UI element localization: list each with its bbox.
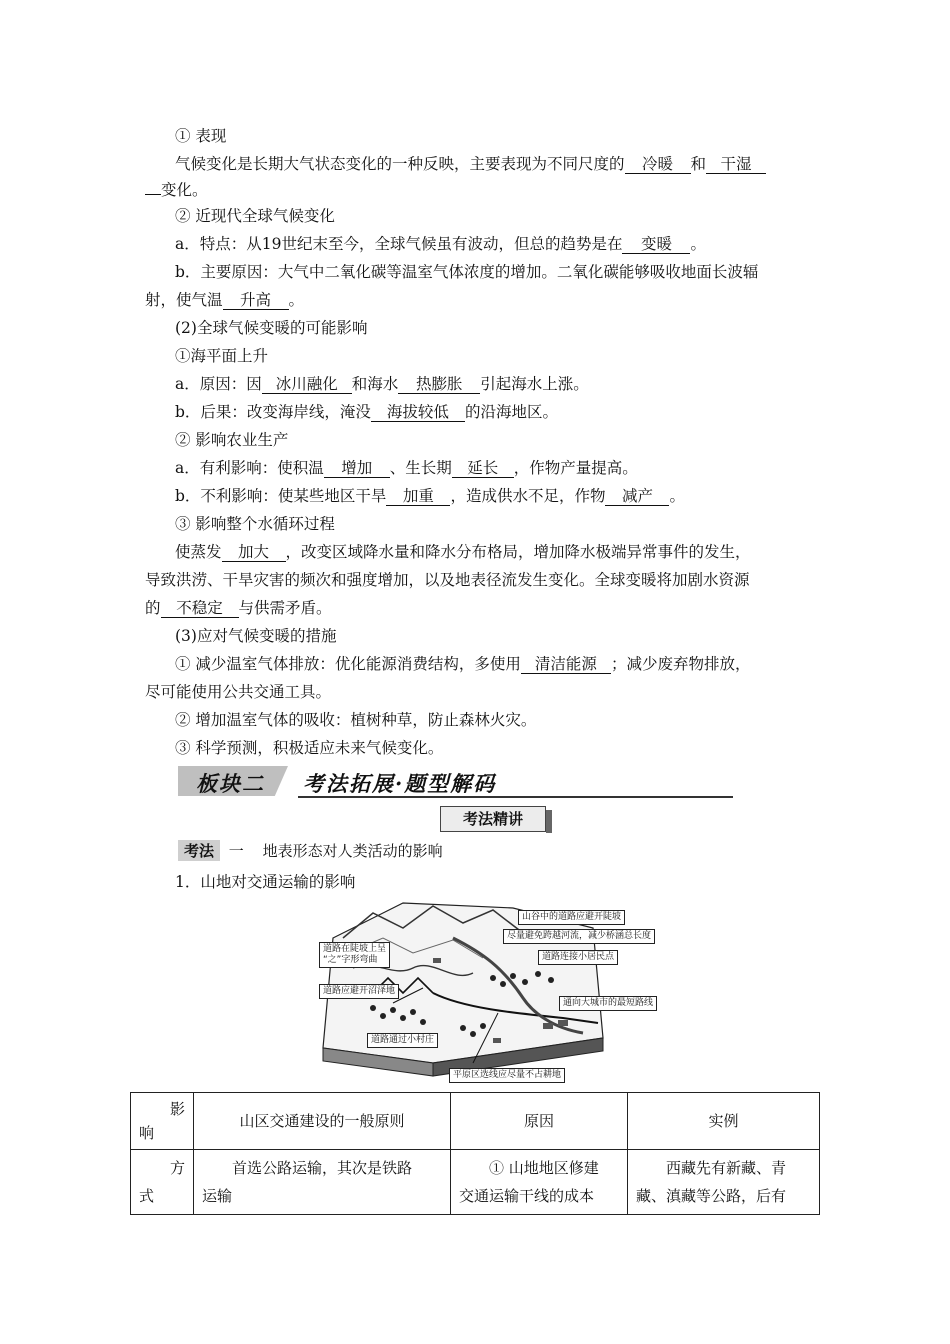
answer-blank: 热膨胀 — [398, 375, 480, 394]
text-line — [175, 710, 840, 730]
text: 1．山地对交通运输的影响 — [175, 873, 356, 891]
header-cell: 山区交通建设的一般原则 — [194, 1093, 451, 1150]
text: 的 — [145, 599, 161, 617]
text-line — [175, 154, 840, 174]
text-line — [145, 180, 810, 200]
callout-farmland: 平原区选线应尽量不占耕地 — [449, 1068, 565, 1083]
text-line — [175, 514, 840, 534]
text: 。 — [690, 235, 706, 253]
table-header-row — [131, 1093, 820, 1150]
subsection-tag: 考法精讲 — [440, 806, 546, 832]
text: 射，使气温 — [145, 291, 223, 309]
header-cell — [131, 1093, 194, 1150]
text: ② 近现代全球气候变化 — [175, 207, 335, 225]
callout-valley-road: 山谷中的道路应避开陡坡 — [518, 910, 625, 925]
answer-blank: 清洁能源 — [521, 655, 611, 674]
text-line — [175, 402, 840, 422]
text: 和海水 — [351, 375, 399, 393]
text: 与供需矛盾。 — [238, 599, 332, 617]
text: 和 — [690, 155, 707, 173]
callout-village: 道路通过小村庄 — [367, 1033, 438, 1048]
text: (3)应对气候变暖的措施 — [175, 627, 337, 645]
text: 气候变化是长期大气状态变化的一种反映，主要表现为不同尺度的 — [175, 155, 625, 173]
answer-blank: 冰川融化 — [262, 375, 352, 394]
text-line — [175, 318, 840, 338]
text: 使蒸发 — [175, 543, 222, 561]
answer-blank: 变暖 — [622, 235, 690, 254]
text-line — [175, 262, 840, 282]
cell-text: 首选公路运输，其次是铁路 — [232, 1159, 413, 1177]
kaofa-title: 地表形态对人类活动的影响 — [262, 842, 443, 860]
header-cell: 实例 — [628, 1093, 820, 1150]
cell-text: 运输 — [202, 1187, 233, 1205]
text: ，造成供水不足，作物 — [450, 487, 606, 505]
text-line — [145, 290, 810, 310]
text: 的沿海地区。 — [464, 403, 558, 421]
text: ② 增加温室气体的吸收：植树种草，防止森林火灾。 — [175, 711, 537, 729]
text-line — [175, 346, 840, 366]
answer-blank: 不稳定 — [161, 599, 239, 618]
header-text: 响 — [139, 1124, 155, 1142]
text-line — [175, 430, 840, 450]
text: ，改变区域降水量和降水分布格局，增加降水极端异常事件的发生， — [285, 543, 751, 561]
text: ③ 影响整个水循环过程 — [175, 515, 335, 533]
callout-settlements: 道路连接小居民点 — [538, 950, 618, 965]
text: 。 — [288, 291, 305, 309]
principles-table — [130, 1092, 820, 1215]
table-row — [131, 1150, 820, 1215]
callout-shortest-route: 通向大城市的最短路线 — [559, 996, 657, 1011]
table-cell — [628, 1150, 820, 1215]
answer-blank: 冷暖 — [625, 155, 691, 174]
answer-blank: 延长 — [452, 459, 514, 478]
text: 、生长期 — [389, 459, 452, 477]
callout-swamp: 道路应避开沼泽地 — [319, 984, 399, 999]
callout-zigzag — [319, 942, 390, 968]
answer-blank: 加重 — [386, 487, 450, 506]
callout-zigzag-line2: “之”字形弯曲 — [323, 955, 378, 965]
cell-text: 方 — [169, 1159, 185, 1177]
banner-underline — [298, 796, 733, 798]
text-line — [175, 626, 840, 646]
cell-text: 藏、滇藏等公路，后有 — [636, 1187, 787, 1205]
header-text: 影 — [169, 1100, 185, 1118]
kaofa-number: 一 — [228, 842, 244, 860]
text: 导致洪涝、干旱灾害的频次和强度增加，以及地表径流发生变化。全球变暖将加剧水资源 — [145, 571, 750, 589]
cell-text: 式 — [139, 1187, 155, 1205]
text-line — [175, 126, 840, 146]
table-cell — [451, 1150, 628, 1215]
text-line — [145, 570, 810, 590]
answer-blank: 减产 — [605, 487, 669, 506]
callout-zigzag-line1: 道路在陡坡上呈 — [323, 944, 387, 954]
banner-left-title: 板块二 — [196, 771, 265, 796]
text: b．后果：改变海岸线，淹没 — [175, 403, 371, 421]
text-line — [175, 654, 840, 674]
text-line — [175, 542, 840, 562]
answer-blank: 升高 — [223, 291, 289, 310]
text: 变化。 — [161, 181, 208, 199]
answer-blank: 干湿 — [706, 155, 766, 174]
text: b．主要原因：大气中二氧化碳等温室气体浓度的增加。二氧化碳能够吸收地面长波辐 — [175, 263, 759, 281]
text: ①海平面上升 — [175, 347, 269, 365]
text-line — [175, 738, 840, 758]
text: a．特点：从19世纪末至今，全球气候虽有波动，但总的趋势是在 — [175, 235, 623, 253]
text: a．原因：因 — [175, 375, 262, 393]
kaofa-label: 考法 — [178, 840, 220, 861]
text: ① 表现 — [175, 127, 227, 145]
text-line — [145, 682, 810, 702]
text: ② 影响农业生产 — [175, 431, 289, 449]
table-cell — [131, 1150, 194, 1215]
text: (2)全球气候变暖的可能影响 — [175, 319, 368, 337]
text: 引起海水上涨。 — [480, 375, 589, 393]
kaofa-heading — [178, 840, 443, 861]
cell-text: 西藏先有新藏、青 — [666, 1159, 787, 1177]
answer-blank: 海拔较低 — [371, 403, 465, 422]
text-line — [175, 458, 840, 478]
answer-blank: 增加 — [324, 459, 390, 478]
text: ；减少废弃物排放， — [610, 655, 751, 673]
text: 。 — [669, 487, 685, 505]
text: ① 减少温室气体排放：优化能源消费结构，多使用 — [175, 655, 521, 673]
text-line — [145, 598, 810, 618]
text: ③ 科学预测，积极适应未来气候变化。 — [175, 739, 444, 757]
callout-avoid-river: 尽量避免跨越河流，减少桥涵总长度 — [503, 929, 655, 944]
text-line — [175, 234, 840, 254]
text: b．不利影响：使某些地区干旱 — [175, 487, 387, 505]
text: ，作物产量提高。 — [513, 459, 638, 477]
text-line — [175, 374, 840, 394]
answer-blank-tail — [145, 194, 161, 195]
section-banner — [178, 766, 733, 798]
mountain-transport-figure — [313, 898, 683, 1082]
text: 尽可能使用公共交通工具。 — [145, 683, 332, 701]
cell-text: ① 山地地区修建 — [489, 1159, 599, 1177]
text-line — [175, 206, 840, 226]
table-cell — [194, 1150, 451, 1215]
cell-text: 交通运输干线的成本 — [459, 1187, 595, 1205]
answer-blank: 加大 — [222, 543, 286, 562]
text-line — [175, 486, 840, 506]
text: a．有利影响：使积温 — [175, 459, 324, 477]
banner-right-title: 考法拓展·题型解码 — [303, 771, 497, 796]
header-cell: 原因 — [451, 1093, 628, 1150]
section-heading — [175, 872, 840, 892]
